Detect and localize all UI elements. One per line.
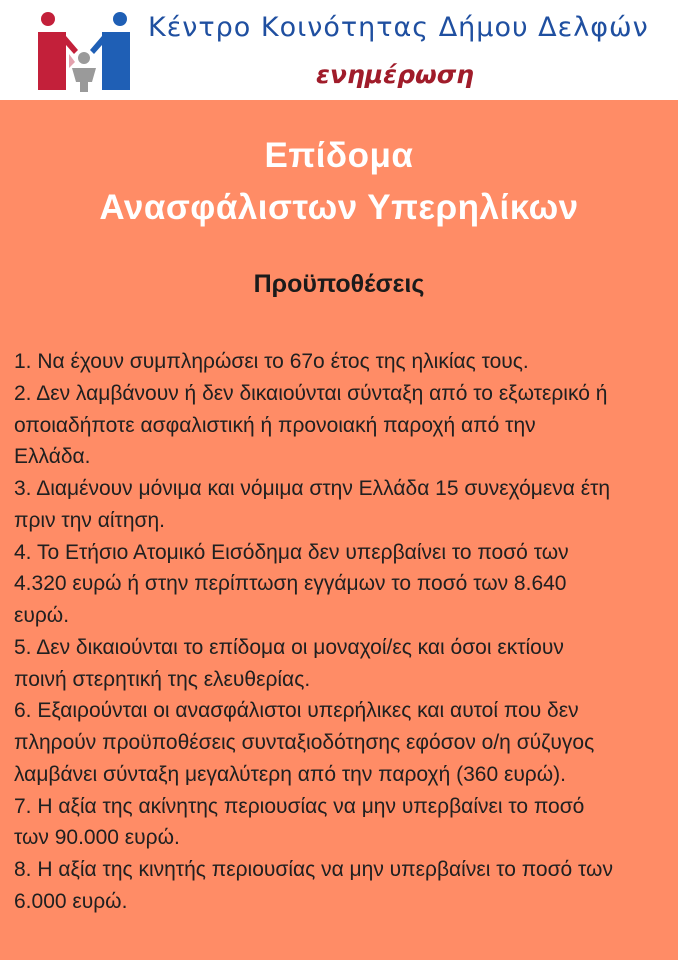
organization-name: Κέντρο Κοινότητας Δήμου Δελφών (148, 12, 649, 43)
requirement-line: 6.000 ευρώ. (14, 889, 128, 913)
requirement-line: πριν την αίτηση. (14, 508, 165, 532)
requirement-line: 3. Διαμένουν μόνιμα και νόμιμα στην Ελλάδα 15 συνεχόμενα έτη (14, 477, 611, 500)
requirement-line: 4.320 ευρώ ή στην περίπτωση εγγάμων το ποσό των 8.640 (14, 572, 567, 596)
section-heading: Προϋποθέσεις (253, 270, 425, 298)
requirement-line: 4. Το Ετήσιο Ατομικό Εισόδημα δεν υπερβαίνει το ποσό των (14, 540, 569, 564)
content-panel (0, 100, 678, 960)
requirement-line: πληρούν προϋποθέσεις συνταξιοδότησης εφόσον ο/η σύζυγος (14, 731, 595, 754)
requirements-list (14, 346, 674, 918)
requirement-line: 7. Η αξία της ακίνητης περιουσίας να μην υπερβαίνει το ποσό (14, 794, 585, 818)
requirement-line: 6. Εξαιρούνται οι ανασφάλιστοι υπερήλικες και αυτοί που δεν (14, 699, 579, 723)
header (0, 0, 678, 100)
requirement-line: ευρώ. (14, 604, 70, 627)
requirement-line: 2. Δεν λαμβάνουν ή δεν δικαιούνται σύνταξη από το εξωτερικό ή (14, 381, 608, 405)
requirement-line: Ελλάδα. (14, 445, 91, 469)
requirement-line: 5. Δεν δικαιούνται το επίδομα οι μοναχοί/ες και όσοι εκτίουν (14, 635, 564, 659)
requirement-line: ποινή στερητική της ελευθερίας. (14, 667, 311, 691)
page-title-line-1: Επίδομα (264, 136, 414, 175)
requirement-line: 1. Να έχουν συμπληρώσει το 67ο έτος της ηλικίας τους. (14, 350, 529, 373)
requirement-line: 8. Η αξία της κινητής περιουσίας να μην υπερβαίνει το ποσό των (14, 858, 613, 881)
page-title-line-2: Ανασφάλιστων Υπερηλίκων (99, 188, 579, 227)
requirement-line: οποιαδήποτε ασφαλιστική ή προνοιακή παροχή από την (14, 413, 536, 437)
requirement-line: των 90.000 ευρώ. (14, 826, 180, 850)
header-subtitle: ενημέρωση (316, 60, 474, 89)
requirement-line: λαμβάνει σύνταξη μεγαλύτερη από την παροχή (360 ευρώ). (14, 762, 566, 786)
